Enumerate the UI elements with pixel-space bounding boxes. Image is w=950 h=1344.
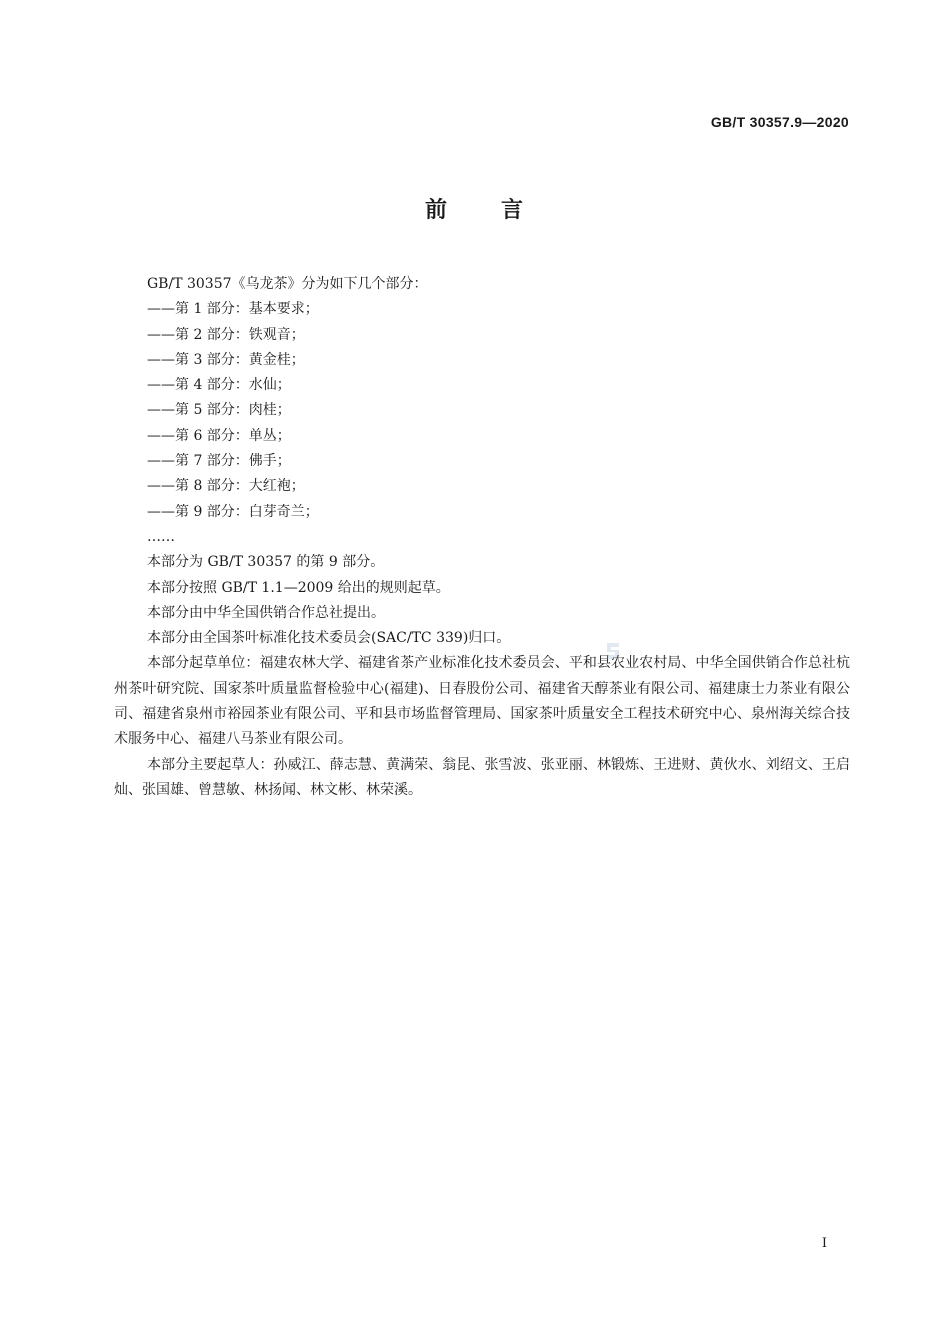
list-item-part-1: ——第 1 部分：基本要求； [147,301,319,318]
list-item-part-9: ——第 9 部分：白芽奇兰； [147,503,319,520]
list-ellipsis: …… [147,528,175,545]
paragraph-drafters: 本部分主要起草人：孙威江、薛志慧、黄满荣、翁昆、张雪波、张亚丽、林锻炼、王进财、黄伙水、刘绍文、王启灿、张国雄、曾慧敏、林扬闻、林文彬、林荣溪。 [114,756,850,798]
paragraph-intro: GB/T 30357《乌龙茶》分为如下几个部分： [147,276,428,292]
list-item-part-3: ——第 3 部分：黄金桂； [147,351,305,368]
list-item-part-6: ——第 6 部分：单丛； [147,427,291,444]
standard-number: GB/T 30357.9—2020 [710,114,849,130]
paragraph-proposer: 本部分由中华全国供销合作总社提出。 [147,604,385,621]
paragraph-part-statement: 本部分为 GB/T 30357 的第 9 部分。 [147,554,385,571]
paragraph-drafting-rules: 本部分按照 GB/T 1.1—2009 给出的规则起草。 [147,579,450,596]
foreword-body [114,272,850,803]
list-item-part-8: ——第 8 部分：大红袍； [147,478,305,495]
list-item-part-2: ——第 2 部分：铁观音； [147,326,305,343]
page-title-part1: 前 [424,198,449,223]
page-title [0,193,950,224]
page-title-part2: 言 [501,198,526,223]
list-item-part-5: ——第 5 部分：肉桂； [147,402,291,419]
list-item-part-7: ——第 7 部分：佛手； [147,453,291,470]
list-item-part-4: ——第 4 部分：水仙； [147,377,291,394]
paragraph-drafting-units: 本部分起草单位：福建农林大学、福建省茶产业标准化技术委员会、平和县农业农村局、中华全国供销合作总社杭州茶叶研究院、国家茶叶质量监督检验中心(福建)、日春股份公司、福建省天醇茶业有限公司、福建康士力茶业有限公司、福建省泉州市裕园茶业有限公司、平和县市场监督管理局、国家茶叶质量安全工程技术研究中心、泉州海关综合技术服务中心、福建八马茶业有限公司。 [114,655,850,748]
watermark-logo-icon [603,640,623,662]
page-number: I [821,1236,827,1251]
paragraph-committee: 本部分由全国茶叶标准化技术委员会(SAC/TC 339)归口。 [147,630,511,647]
